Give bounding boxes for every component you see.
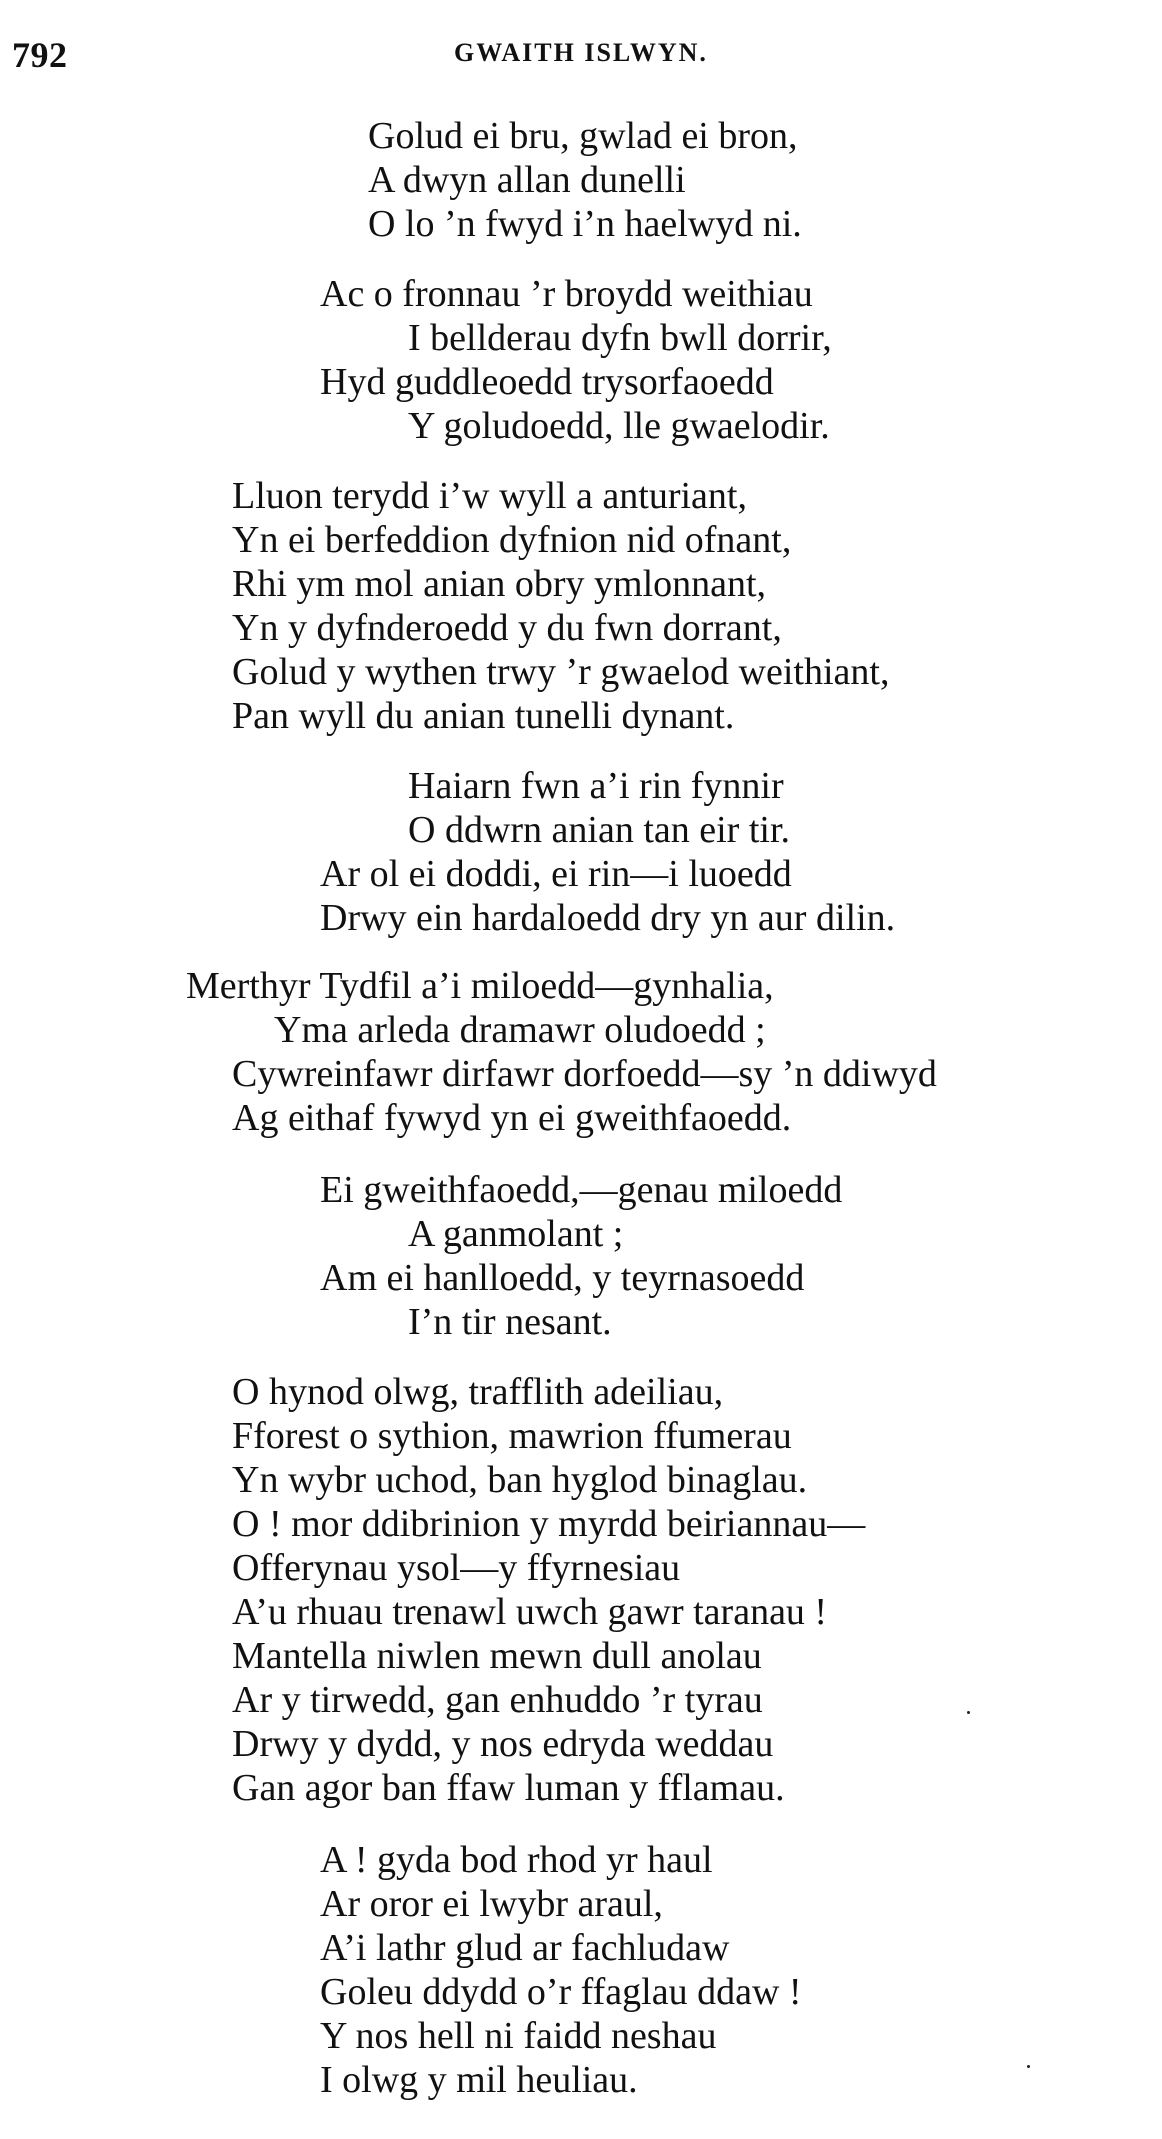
page-number: 792 <box>12 35 68 75</box>
verse-line: O ddwrn anian tan eir tir. <box>408 809 791 851</box>
verse-line: Yn ei berfeddion dyfnion nid ofnant, <box>232 519 792 561</box>
verse-line: Ag eithaf fywyd yn ei gweithfaoedd. <box>232 1097 792 1139</box>
verse-line: Yn y dyfnderoedd y du fwn dorrant, <box>232 607 782 649</box>
verse-line: Y nos hell ni faidd neshau <box>320 2015 717 2057</box>
verse-line: Mantella niwlen mewn dull anolau <box>232 1635 762 1677</box>
verse-line: I’n tir nesant. <box>408 1301 612 1343</box>
verse-line: Ac o fronnau ’r broydd weithiau <box>320 273 813 315</box>
verse-line: Ei gweithfaoedd,—genau miloedd <box>320 1169 843 1211</box>
verse-line: Rhi ym mol anian obry ymlonnant, <box>232 563 767 605</box>
verse-line: Cywreinfawr dirfawr dorfoedd—sy ’n ddiwyd <box>232 1053 937 1095</box>
print-speck <box>1027 2065 1030 2068</box>
verse-line: Am ei hanlloedd, y teyrnasoedd <box>320 1257 805 1299</box>
verse-line: Hyd guddleoedd trysorfaoedd <box>320 361 774 403</box>
verse-line: Drwy y dydd, y nos edryda weddau <box>232 1723 774 1765</box>
stanza <box>320 764 895 940</box>
verse-line: Yma arleda dramawr oludoedd ; <box>274 1009 766 1051</box>
verse-line: Goleu ddydd o’r ffaglau ddaw ! <box>320 1971 802 2013</box>
verse-line: Haiarn fwn a’i rin fynnir <box>408 765 784 807</box>
verse-line: Golud ei bru, gwlad ei bron, <box>368 115 798 157</box>
verse-line: A ! gyda bod rhod yr haul <box>320 1839 713 1881</box>
stanza <box>186 964 937 1140</box>
verse-line: Y goludoedd, lle gwaelodir. <box>408 405 830 447</box>
verse-line: Ar oror ei lwybr araul, <box>320 1883 663 1925</box>
verse-line: Fforest o sythion, mawrion ffumerau <box>232 1415 792 1457</box>
verse-line: Golud y wythen trwy ’r gwaelod weithiant, <box>232 651 890 693</box>
stanza <box>232 474 889 738</box>
stanza <box>368 114 802 246</box>
verse-line: I olwg y mil heuliau. <box>320 2059 638 2101</box>
print-speck <box>967 1711 970 1714</box>
stanza <box>320 1168 842 1344</box>
running-title: GWAITH ISLWYN. <box>454 38 708 67</box>
verse-line: A dwyn allan dunelli <box>368 159 686 201</box>
verse-line: O lo ’n fwyd i’n haelwyd ni. <box>368 203 802 245</box>
verse-line: Gan agor ban ffaw luman y fflamau. <box>232 1767 785 1809</box>
verse-line: A’i lathr glud ar fachludaw <box>320 1927 730 1969</box>
stanza <box>320 272 832 448</box>
verse-line: A’u rhuau trenawl uwch gawr taranau ! <box>232 1591 828 1633</box>
verse-line: Drwy ein hardaloedd dry yn aur dilin. <box>320 897 896 939</box>
verse-line: O ! mor ddibrinion y myrdd beiriannau— <box>232 1503 866 1545</box>
verse-line: Ar ol ei doddi, ei rin—i luoedd <box>320 853 792 895</box>
verse-line: O hynod olwg, trafflith adeiliau, <box>232 1371 724 1413</box>
verse-line: Lluon terydd i’w wyll a anturiant, <box>232 475 747 517</box>
verse-line: Ar y tirwedd, gan enhuddo ’r tyrau <box>232 1679 763 1721</box>
verse-line: Offerynau ysol—y ffyrnesiau <box>232 1547 681 1589</box>
stanza <box>320 1838 802 2102</box>
verse-line: A ganmolant ; <box>408 1213 624 1255</box>
verse-line: Yn wybr uchod, ban hyglod binaglau. <box>232 1459 808 1501</box>
verse-line: Merthyr Tydfil a’i miloedd—gynhalia, <box>186 965 774 1007</box>
verse-line: Pan wyll du anian tunelli dynant. <box>232 695 735 737</box>
verse-line: I bellderau dyfn bwll dorrir, <box>408 317 832 359</box>
stanza <box>232 1370 865 1810</box>
